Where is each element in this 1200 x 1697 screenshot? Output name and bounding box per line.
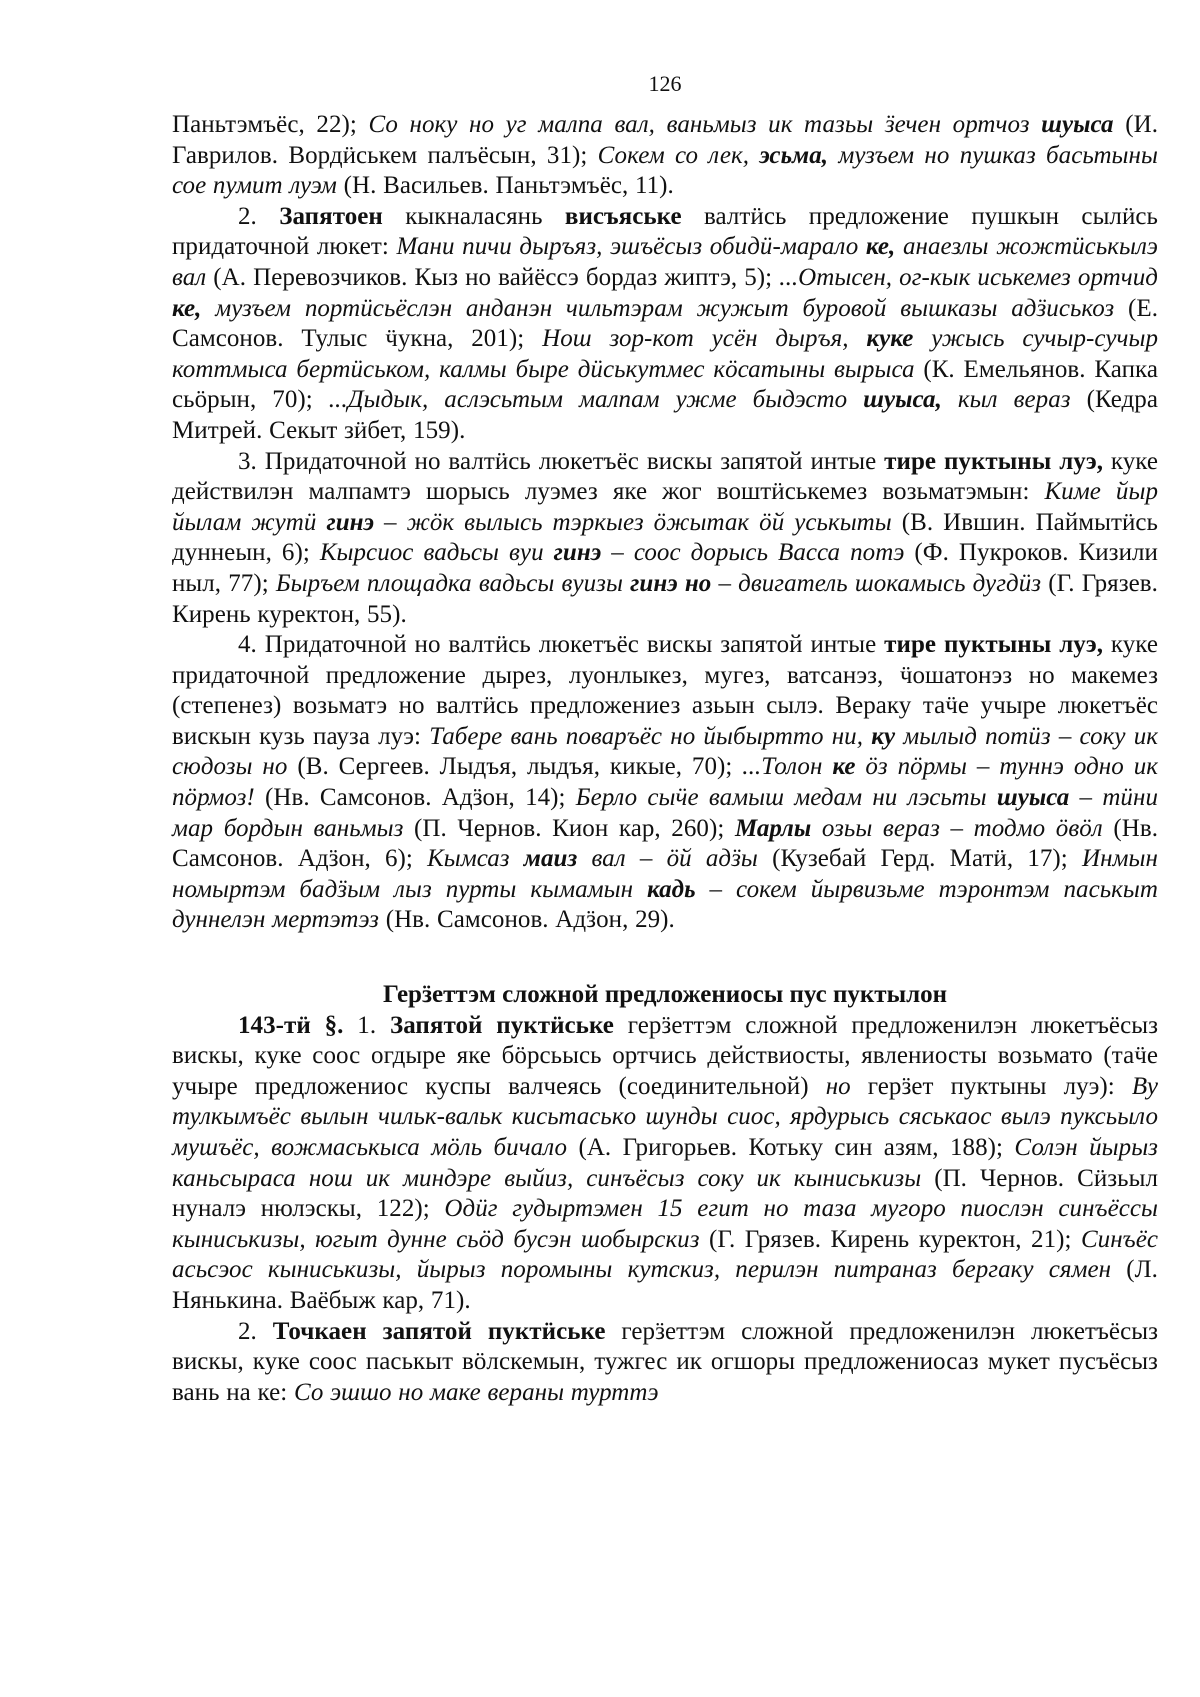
- text-run: шуыса: [996, 784, 1070, 812]
- text-run: (Г. Грязев. Кирень куректон, 21);: [699, 1225, 1081, 1253]
- text-run: шуыса,: [863, 386, 942, 414]
- text-run: куке придаточной предложение дырез, луонлыкез, мугез, ватсанэз, ӵошатонэз но макемез (степенез) возьматэ но валтӥсь предложениез азьын сылэ. Вераку таӵе учыре люкетъёс вискын кузь пауза луэ:: [172, 631, 1159, 750]
- text-run: (А. Григорьев. Котьку син азям, 188);: [567, 1134, 1015, 1161]
- text-run: ку: [871, 722, 896, 750]
- text-run: куке действилэн малпамтэ шорысь луэмез яке жог воштӥськемез возьматэмын:: [172, 447, 1159, 506]
- text-run: тире пуктыны луэ,: [884, 631, 1103, 659]
- text-run: (П. Чернов. Сӥзьыл нуналэ нюлэскы, 122);: [172, 1164, 1158, 1223]
- text-run: (Кузебай Герд. Матӥ, 17);: [757, 845, 1082, 873]
- text-run: 143-тӥ §.: [238, 1011, 344, 1039]
- text-run: Со ноку но уг малпа вал, ваньмыз ик тазьы ӟечен ортчоз: [368, 111, 1042, 138]
- text-run: Паньтэмъёс, 22);: [172, 111, 369, 138]
- text-run: Солэн йырыз каньсыраса нош ик миндэре выйиз, синъёсыз соку ик кыниськизы: [172, 1134, 1158, 1192]
- text-run: Запятой пуктӥське: [389, 1011, 614, 1039]
- paragraph: [172, 202, 1158, 447]
- text-run: Киме йыр йылам жутӥ: [172, 478, 1158, 536]
- text-run: герӟет пуктыны луэ):: [850, 1072, 1132, 1100]
- text-run: ...Отысен, ог-кык иськемез ортчид: [779, 263, 1158, 291]
- text-run: 4. Придаточной но валтӥсь люкетъёс вискы запятой интые: [238, 631, 885, 659]
- text-run: музъем но пушказ басьтыны сое пумит луэм: [172, 141, 1158, 200]
- text-run: Точкаен запятой пуктӥське: [272, 1317, 606, 1345]
- text-run: Сокем со лек,: [597, 141, 760, 169]
- text-run: ке: [832, 753, 856, 781]
- text-run: (П. Чернов. Кион кар, 260);: [403, 814, 735, 842]
- text-run: – жӧк вылысь тэркыез ӧжытак ӧй уськыты: [374, 508, 892, 536]
- text-run: Ву тулкымъёс вылын чильк-вальк кисьтаськo шунды сиос, ярдурысь сяськаос вылэ пуксьыло мушъёс, вожмаськыса мӧль бичало: [172, 1072, 1159, 1161]
- text-run: герӟеттэм сложной предложенилэн люкетъёсыз вискы, куке соос огдыре яке бӧрсьысь ортчись действиосты, явлениосты возьмато (таӵе учыре предложениос куспы валчеясь (соединительной): [172, 1011, 1158, 1100]
- text-run: Кымсаз: [427, 845, 524, 873]
- section-heading: Герӟеттэм сложной предложениосы пус пуктылон: [382, 981, 948, 1009]
- paragraph: [172, 1011, 1158, 1317]
- text-run: музъем портӥсьёслэн анданэн чильтэрам жужыт буровой вышказы адӟиськоз: [201, 294, 1115, 322]
- text-run: кыкналасянь: [382, 202, 565, 230]
- text-run: – тӥни мар бордын ваньмыз: [172, 784, 1158, 842]
- text-run: (Нв. Самсонов. Адӟон, 29).: [379, 906, 675, 934]
- text-run: висъяське: [564, 202, 682, 230]
- text-run: Быръем площадка вадьсы вуизы: [275, 569, 631, 597]
- text-run: шуыса: [1041, 111, 1114, 138]
- text-run: Берло сыӵе вамыш медам ни лэсьты: [575, 784, 997, 812]
- text-run: кыл вераз: [941, 386, 1071, 414]
- text-run: 2.: [238, 1317, 273, 1345]
- page-number: 126: [648, 71, 682, 96]
- text-run: ӧз пӧрмы – туннэ одно ик пӧрмоз!: [172, 753, 1158, 812]
- document-page: [172, 70, 1158, 1408]
- text-run: – двигатель шокамысь дугдӥз: [711, 569, 1042, 597]
- text-run: – соос дорысь Васса потэ: [601, 539, 905, 567]
- text-run: 3. Придаточной но валтӥсь люкетъёс вискы запятой интые: [238, 447, 885, 475]
- text-run: 1.: [343, 1011, 390, 1039]
- text-run: Мани пичи дыръяз, эшъёсыз обидӥ-марало: [396, 233, 866, 261]
- text-run: гинэ: [326, 508, 375, 536]
- text-run: (Нв. Самсонов. Адӟон, 14);: [254, 784, 576, 812]
- text-run: Табере вань поваръёс но йыбыртто ни,: [429, 722, 872, 750]
- text-run: (Кедра Митрей. Секыт зӥбет, 159).: [172, 386, 1158, 444]
- text-run: Марлы: [734, 814, 812, 842]
- text-run: ке,: [865, 233, 896, 261]
- paragraph: [172, 110, 1158, 202]
- text-run: ке,: [172, 294, 202, 322]
- text-run: (Г. Грязев. Кирень куректон, 55).: [172, 569, 1158, 628]
- text-run: (Н. Васильев. Паньтэмъёс, 11).: [336, 172, 674, 200]
- text-run: (Нв. Самсонов. Адӟон, 6);: [172, 814, 1158, 873]
- text-run: Запятоен: [279, 202, 383, 230]
- text-run: мылыд потӥз – соку ик сюдозы но: [172, 722, 1159, 781]
- text-run: но: [825, 1072, 851, 1100]
- text-run: озьы вераз – тодмо ӧвӧл: [811, 814, 1103, 842]
- text-run: (В. Ившин. Паймытӥсь дуннеын, 6);: [172, 508, 1158, 567]
- section-paragraphs-2: [172, 1011, 1158, 1409]
- text-run: (Л. Нянькина. Ваёбыж кар, 71).: [172, 1256, 1158, 1314]
- text-run: Одӥг гудыртэмен 15 егит но таза мугоро пиослэн синъёссы кыниськизы, югыт дунне сьӧд бусэн шобырскиз: [172, 1195, 1158, 1253]
- text-run: Со эшшо но маке вераны турттэ: [293, 1378, 659, 1406]
- text-run: (Е. Самсонов. Тулыс ӵукна, 201);: [172, 294, 1159, 353]
- text-run: 2.: [238, 202, 280, 230]
- text-run: анаезлы жожтӥськылэ вал: [172, 233, 1158, 291]
- text-run: ужысь сучыр-сучыр коттмыса бертӥськом, калмы быре дӥськутмес кӧсатыны вырыса: [172, 325, 1159, 383]
- text-run: гинэ: [553, 539, 602, 567]
- paragraph: [172, 630, 1158, 936]
- text-run: вал – ӧй адӟы: [577, 845, 758, 873]
- paragraph: [172, 1317, 1158, 1409]
- text-run: Синъёс асьсэос кыниськизы, йырыз поромыны кутскиз, перилэн питраназ бергаку сямен: [172, 1225, 1158, 1284]
- text-run: тире пуктыны луэ,: [884, 447, 1103, 475]
- text-run: ...Толон: [742, 753, 833, 781]
- text-run: (К. Емельянов. Капка сьӧрын, 70);: [172, 355, 1158, 414]
- text-run: валтӥсь предложение пушкын сылӥсь придаточной люкет:: [172, 202, 1158, 261]
- text-run: эсьма,: [759, 141, 829, 169]
- text-run: герӟеттэм сложной предложенилэн люкетъёсыз вискы, куке соос паськыт вӧлскемын, тужгес ик огшоры предложениосаз мукет пусъёсыз вань на ке:: [172, 1317, 1158, 1406]
- text-run: (И. Гаврилов. Вордӥськем палъёсын, 31);: [172, 111, 1159, 169]
- paragraph: [172, 447, 1158, 631]
- text-run: – сокем йырвизьме тэронтэм паськыт дуннелэн мертэтэз: [172, 875, 1158, 934]
- text-run: Нош зор-кот усён дыръя,: [542, 325, 867, 353]
- text-run: Инмын номыртэм бадӟым лыз пурты кымамын: [172, 845, 1158, 903]
- text-run: (В. Сергеев. Лыдъя, лыдъя, кикые, 70);: [287, 753, 743, 781]
- text-run: кадь: [647, 875, 696, 903]
- text-run: Кырсиос вадьсы вуи: [319, 539, 554, 567]
- text-run: (А. Перевозчиков. Кыз но вайёссэ бордаз жиптэ, 5);: [206, 263, 780, 291]
- text-run: (Ф. Пукроков. Кизили ныл, 77);: [172, 539, 1158, 597]
- text-run: гинэ но: [630, 569, 712, 597]
- text-run: ...Дыдык, аслэсьтым малпам ужме быдэсто: [328, 386, 864, 414]
- section-paragraphs: [172, 110, 1158, 936]
- text-run: маиз: [523, 845, 578, 873]
- text-run: куке: [866, 325, 914, 353]
